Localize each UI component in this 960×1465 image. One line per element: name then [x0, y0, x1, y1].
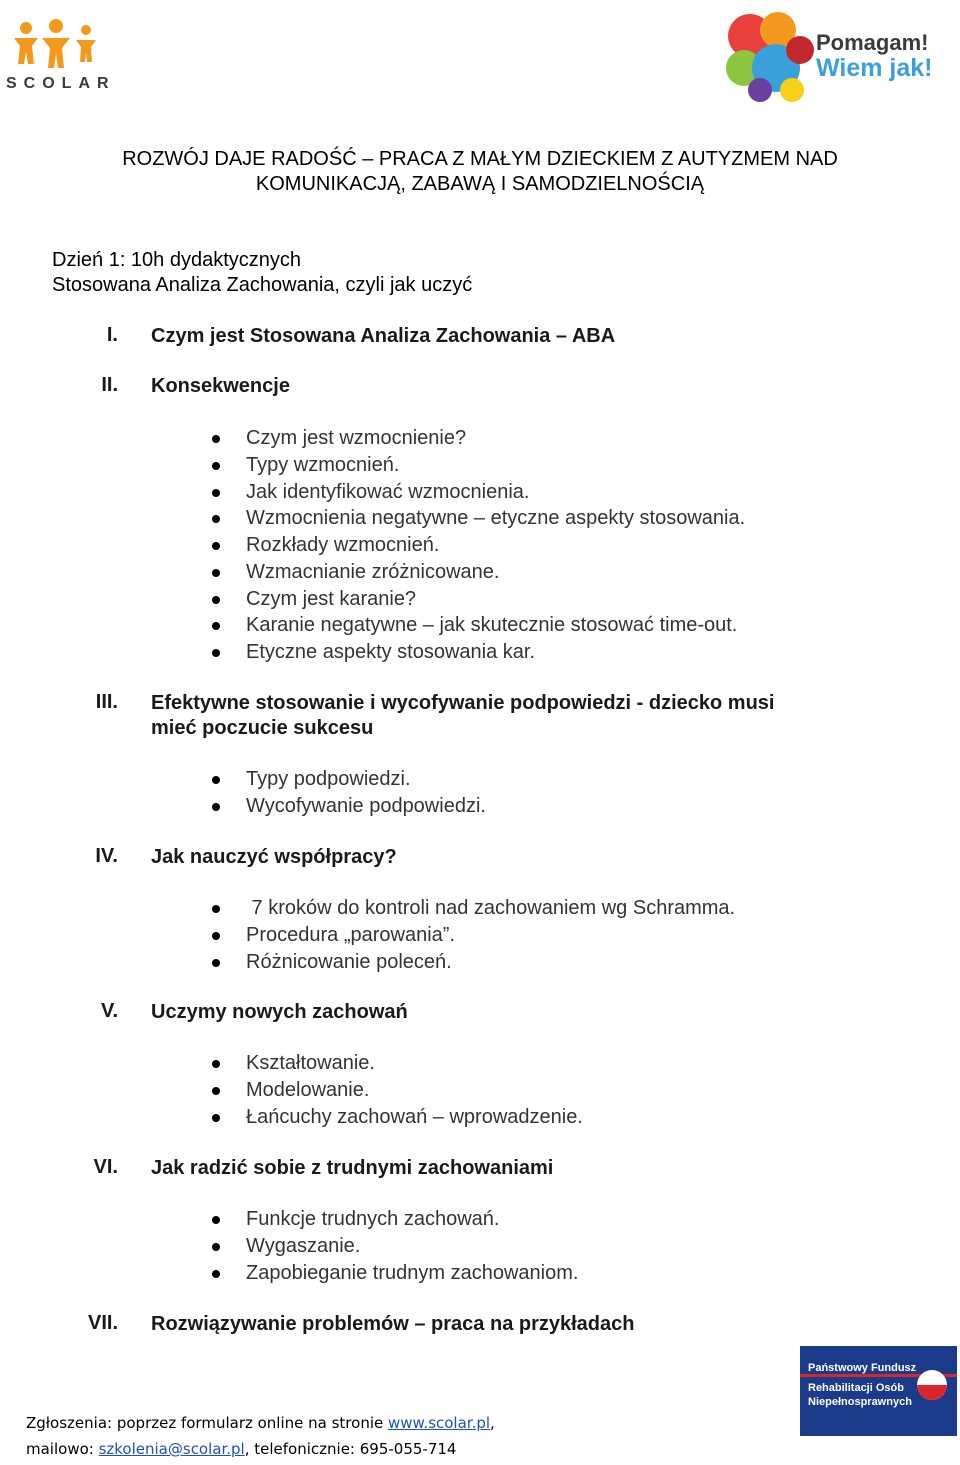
title-line-2: KOMUNIKACJĄ, ZABAWĄ I SAMODZIELNOŚCIĄ [255, 173, 705, 195]
list-item: Wzmocnienia negatywne – etyczne aspekty stosowania. [246, 507, 746, 529]
footer-text: , [490, 1414, 495, 1432]
footer-registration-line [26, 1414, 495, 1432]
pfron-line-2 [808, 1381, 912, 1409]
bullet-icon [212, 569, 220, 577]
pfron-logo [800, 1346, 957, 1436]
list-item: Modelowanie. [246, 1079, 370, 1101]
bullet-icon [212, 596, 220, 604]
bullet-icon [212, 905, 220, 913]
list-item: Funkcje trudnych zachowań. [246, 1208, 500, 1230]
bullet-icon [212, 462, 220, 470]
website-link[interactable]: www.scolar.pl [388, 1414, 491, 1432]
bullet-icon [212, 959, 220, 967]
list-item: Łańcuchy zachowań – wprowadzenie. [246, 1106, 583, 1128]
list-item: Etyczne aspekty stosowania kar. [246, 641, 536, 663]
colorful-bubbles-icon [720, 10, 816, 106]
bullet-icon [212, 776, 220, 784]
section-number: IV. [95, 845, 118, 867]
pfron-line-1: Państwowy Fundusz [808, 1362, 917, 1374]
section-title [151, 691, 871, 741]
section-title: Jak radzić sobie z trudnymi zachowaniami [151, 1157, 554, 1179]
title-line-1: ROZWÓJ DAJE RADOŚĆ – PRACA Z MAŁYM DZIECKIEM Z AUTYZMEM NAD [122, 148, 838, 170]
list-item: Rozkłady wzmocnień. [246, 534, 440, 556]
list-item: Typy wzmocnień. [246, 454, 400, 476]
list-item: Wygaszanie. [246, 1235, 361, 1257]
bullet-icon [212, 542, 220, 550]
list-item: Jak identyfikować wzmocnienia. [246, 481, 530, 503]
footer-text: mailowo: [26, 1440, 99, 1458]
bullet-icon [212, 1270, 220, 1278]
footer-text: , telefonicznie: 695-055-714 [244, 1440, 457, 1458]
pfron-emblem-icon [915, 1368, 949, 1402]
list-item: Czym jest karanie? [246, 588, 417, 610]
section-title: Jak nauczyć współpracy? [151, 846, 397, 868]
section-number: VI. [93, 1156, 118, 1178]
scolar-logo [0, 18, 116, 98]
section-title: Uczymy nowych zachowań [151, 1001, 408, 1023]
footer-contact-line [26, 1440, 456, 1458]
section-title: Konsekwencje [151, 375, 290, 397]
section-title: Czym jest Stosowana Analiza Zachowania – ABA [151, 325, 616, 347]
list-item: Różnicowanie poleceń. [246, 951, 452, 973]
bullet-icon [212, 435, 220, 443]
list-item: Zapobieganie trudnym zachowaniom. [246, 1262, 579, 1284]
bullet-icon [212, 1216, 220, 1224]
section-number: V. [100, 1000, 118, 1022]
list-item: Wycofywanie podpowiedzi. [246, 795, 486, 817]
bullet-icon [212, 1243, 220, 1251]
bullet-icon [212, 932, 220, 940]
pfron-line-3-text: Niepełnosprawnych [808, 1396, 912, 1408]
list-item: Procedura „parowania”. [246, 924, 455, 946]
section-number: I. [106, 324, 118, 346]
section-number: III. [95, 691, 118, 713]
bullet-icon [212, 1087, 220, 1095]
pfron-line-2-text: Rehabilitacji Osób [808, 1382, 904, 1394]
bullet-icon [212, 803, 220, 811]
section-number: VII. [87, 1312, 118, 1334]
bullet-icon [212, 515, 220, 523]
section-title-line-2: mieć poczucie sukcesu [151, 717, 374, 739]
wiem-jak-text: Wiem jak! [816, 54, 933, 82]
bullet-icon [212, 489, 220, 497]
scolar-figures-icon [0, 18, 112, 74]
list-item: Czym jest wzmocnienie? [246, 427, 467, 449]
bullet-icon [212, 622, 220, 630]
email-link[interactable]: szkolenia@scolar.pl [98, 1440, 245, 1458]
bullet-icon [212, 1060, 220, 1068]
section-title-line-1: Efektywne stosowanie i wycofywanie podpowiedzi - dziecko musi [151, 692, 775, 714]
pomagam-text: Pomagam! [816, 30, 929, 55]
list-item: Kształtowanie. [246, 1052, 375, 1074]
bullet-icon [212, 649, 220, 657]
list-item: Wzmacnianie zróżnicowane. [246, 561, 500, 583]
list-item: Karanie negatywne – jak skutecznie stosować time-out. [246, 614, 738, 636]
list-item: Typy podpowiedzi. [246, 768, 411, 790]
document-title [40, 147, 920, 197]
bullet-icon [212, 1114, 220, 1122]
day-subheading: Stosowana Analiza Zachowania, czyli jak uczyć [52, 274, 473, 296]
day-heading: Dzień 1: 10h dydaktycznych [52, 249, 302, 271]
section-number: II. [101, 374, 118, 396]
scolar-wordmark: SCOLAR [6, 75, 116, 92]
list-item: 7 kroków do kontroli nad zachowaniem wg Schramma. [246, 897, 736, 919]
footer-text: Zgłoszenia: poprzez formularz online na stronie [26, 1414, 388, 1432]
section-title: Rozwiązywanie problemów – praca na przykładach [151, 1313, 635, 1335]
pomagam-logo [720, 10, 956, 106]
